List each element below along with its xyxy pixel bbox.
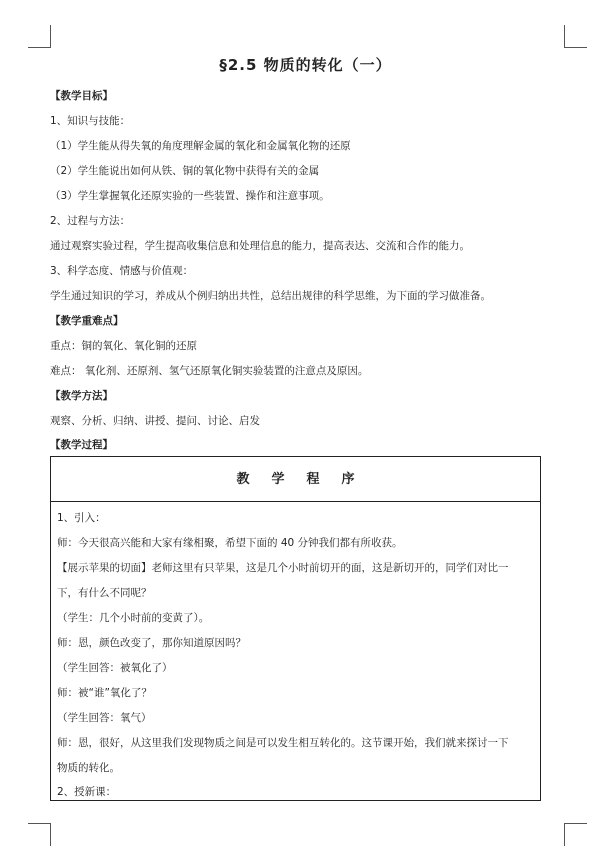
attitude-heading: 3、科学态度、情感与价值观： — [50, 265, 194, 277]
procedure-line: （学生回答：被氧化了） — [57, 662, 173, 674]
process-method-text: 通过观察实验过程，学生提高收集信息和处理信息的能力，提高表达、交流和合作的能力。 — [50, 240, 470, 252]
table-header: 教学程序 — [51, 457, 540, 502]
process-method-heading: 2、过程与方法： — [50, 215, 131, 227]
methods-text: 观察、分析、归纳、讲授、提问、讨论、启发 — [50, 415, 260, 427]
procedure-line: 师：恩，颜色改变了，那你知道原因吗？ — [57, 637, 246, 649]
knowledge-heading: 1、知识与技能： — [50, 115, 131, 127]
procedure-line: 【展示苹果的切面】老师这里有只苹果，这是几个小时前切开的面，这是新切开的，同学们对比一 — [57, 562, 509, 574]
attitude-text: 学生通过知识的学习，养成从个例归纳出共性，总结出规律的科学思维，为下面的学习做准备。 — [50, 290, 491, 302]
objectives-heading: 【教学目标】 — [50, 90, 113, 102]
procedure-line: 师：今天很高兴能和大家有缘相聚，希望下面的 40 分钟我们都有所收获。 — [57, 537, 403, 549]
procedure-line: 师：被“谁”氧化了？ — [57, 687, 152, 699]
difficulty-text: 难点： 氧化剂、还原剂、氢气还原氧化铜实验装置的注意点及原因。 — [50, 365, 369, 377]
procedure-line: 2、授新课： — [57, 786, 117, 798]
process-heading: 【教学过程】 — [50, 439, 113, 451]
knowledge-item: （3）学生掌握氧化还原实验的一些装置、操作和注意事项。 — [50, 190, 330, 202]
procedure-line: 1、引入： — [57, 512, 106, 524]
teaching-procedure-table — [50, 456, 541, 801]
crop-mark-bottom-left — [28, 823, 51, 846]
crop-mark-top-right — [564, 25, 587, 48]
crop-mark-bottom-right — [564, 823, 587, 846]
procedure-line: 下，有什么不同呢？ — [57, 587, 152, 599]
key-points-heading: 【教学重难点】 — [50, 315, 124, 327]
knowledge-item: （1）学生能从得失氧的角度理解金属的氧化和金属氧化物的还原 — [50, 140, 351, 152]
crop-mark-top-left — [28, 25, 51, 48]
procedure-line: 师：恩，很好，从这里我们发现物质之间是可以发生相互转化的。这节课开始，我们就来探讨一下 — [57, 737, 509, 749]
procedure-line: 物质的转化。 — [57, 762, 120, 774]
document-title: §2.5 物质的转化（一） — [219, 56, 392, 74]
methods-heading: 【教学方法】 — [50, 390, 113, 402]
procedure-line: （学生：几个小时前的变黄了）。 — [57, 612, 210, 624]
knowledge-item: （2）学生能说出如何从铁、铜的氧化物中获得有关的金属 — [50, 165, 320, 177]
key-point-text: 重点：铜的氧化、氧化铜的还原 — [50, 340, 197, 352]
procedure-line: （学生回答：氧气） — [57, 712, 152, 724]
